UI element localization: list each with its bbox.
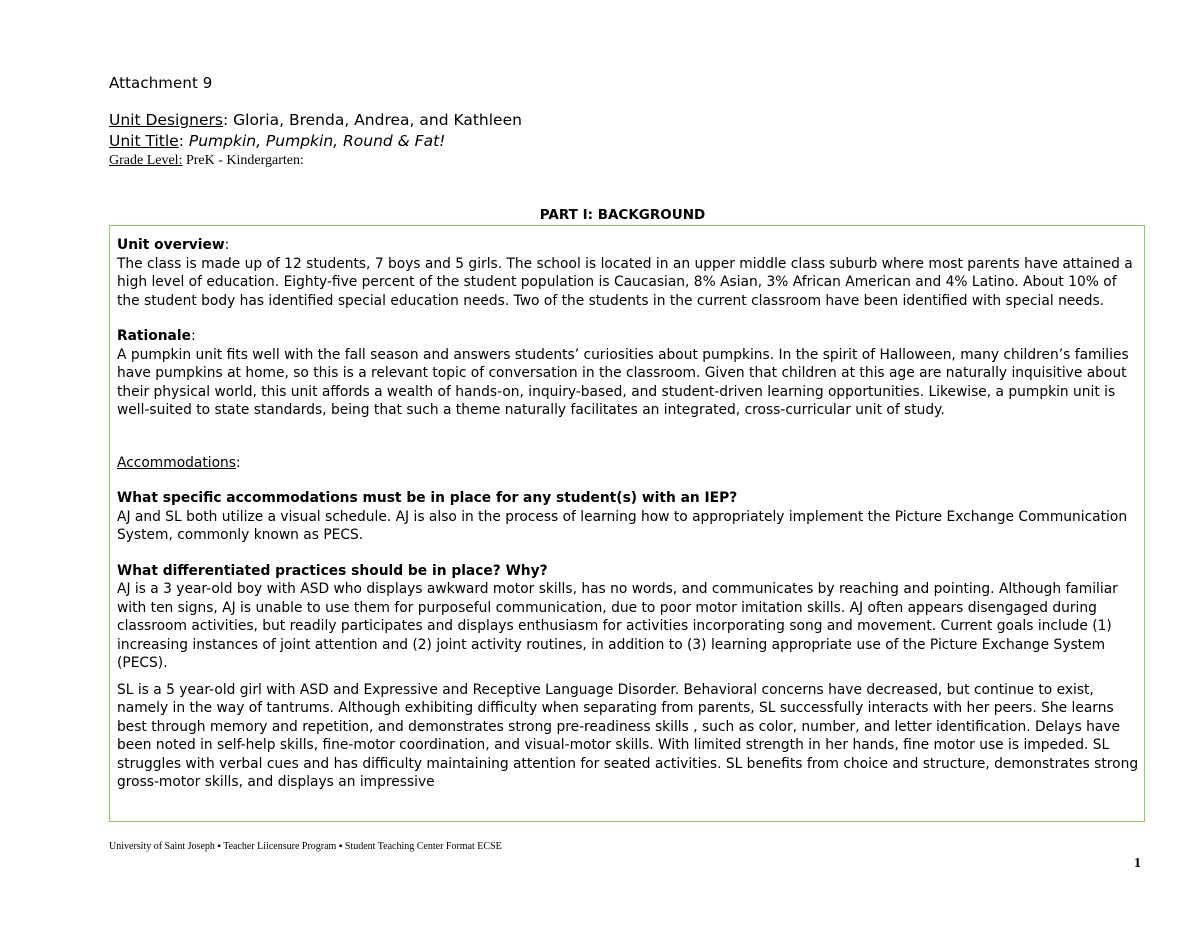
accommodations-heading: Accommodations — [117, 454, 236, 471]
page-footer: University of Saint Joseph ▪ Teacher Liicensure Program ▪ Student Teaching Center Format ECSE — [109, 841, 502, 852]
unit-designers-line — [109, 111, 522, 129]
unit-title-sep: : — [178, 132, 189, 150]
iep-text: AJ and SL both utilize a visual schedule. AJ is also in the process of learning how to appropriately implement the Picture Exchange Communication System, commonly known as PECS. — [117, 508, 1128, 543]
rationale-heading: Rationale — [117, 328, 191, 344]
rationale-colon: : — [190, 328, 196, 344]
unit-title-label: Unit Title — [109, 132, 179, 150]
page-number: 1 — [1134, 856, 1141, 871]
rationale-text: A pumpkin unit fits well with the fall season and answers students’ curiosities about pumpkins. In the spirit of Halloween, many children’s families have pumpkins at home, so this is a relevant topic of conversation in the classroom. Given that children at this age are naturally inquisitive about their physical world, this unit affords a wealth of hands-on, inquiry-based, and student-driven learning opportunities. Likewise, a pumpkin unit is well-suited to state standards, being that such a theme naturally facilitates an integrated, cross-curricular unit of study. — [117, 346, 1129, 418]
differentiated-question: What differentiated practices should be in place? Why? — [117, 562, 548, 579]
background-content — [117, 236, 1141, 792]
overview-colon: : — [224, 237, 230, 253]
part-heading: PART I: BACKGROUND — [539, 207, 706, 223]
aj-text: AJ is a 3 year-old boy with ASD who displays awkward motor skills, has no words, and communicates by reaching and pointing. Although familiar with ten signs, AJ is unable to use them for purposeful communication, due to poor motor imitation skills. AJ often appears disengaged during classroom activities, but readily participates and displays enthusiasm for activities incorporating song and movement. Current goals include (1) increasing instances of joint attention and (2) joint activity routines, in addition to (3) learning appropriate use of the Picture Exchange System (PECS). — [117, 581, 1118, 671]
sl-text: SL is a 5 year-old girl with ASD and Expressive and Receptive Language Disorder. Behavioral concerns have decreased, but continue to exist, namely in the way of tantrums. Although exhibiting difficulty when separating from parents, SL successfully interacts with her peers. She learns best through memory and repetition, and demonstrates strong pre-readiness skills , such as color, number, and letter identification. Delays have been noted in self-help skills, fine-motor coordination, and visual-motor skills. With limited strength in her hands, fine motor use is impeded. SL struggles with verbal cues and has difficulty maintaining attention for seated activities. SL benefits from choice and structure, demonstrates strong gross-motor skills, and displays an impressive — [117, 681, 1139, 790]
background-box — [109, 225, 1145, 822]
overview-heading: Unit overview — [117, 237, 225, 253]
unit-title-value: Pumpkin, Pumpkin, Round & Fat! — [188, 132, 446, 150]
grade-level-value: PreK - Kindergarten: — [182, 153, 304, 168]
overview-text: The class is made up of 12 students, 7 boys and 5 girls. The school is located in an upper middle class suburb where most parents have attained a high level of education. Eighty-five percent of the student population is Caucasian, 8% Asian, 3% African American and 4% Latino. About 10% of the student body has identified special education needs. Two of the students in the current classroom have been identified with special needs. — [117, 255, 1133, 309]
accommodations-colon: : — [235, 454, 241, 471]
unit-designers-label: Unit Designers — [109, 111, 223, 129]
grade-level-label: Grade Level: — [109, 153, 183, 168]
unit-title-line — [109, 132, 445, 150]
iep-question: What specific accommodations must be in place for any student(s) with an IEP? — [117, 490, 738, 506]
grade-level-line — [109, 153, 304, 169]
attachment-label: Attachment 9 — [109, 74, 213, 92]
unit-designers-value: : Gloria, Brenda, Andrea, and Kathleen — [222, 111, 522, 129]
